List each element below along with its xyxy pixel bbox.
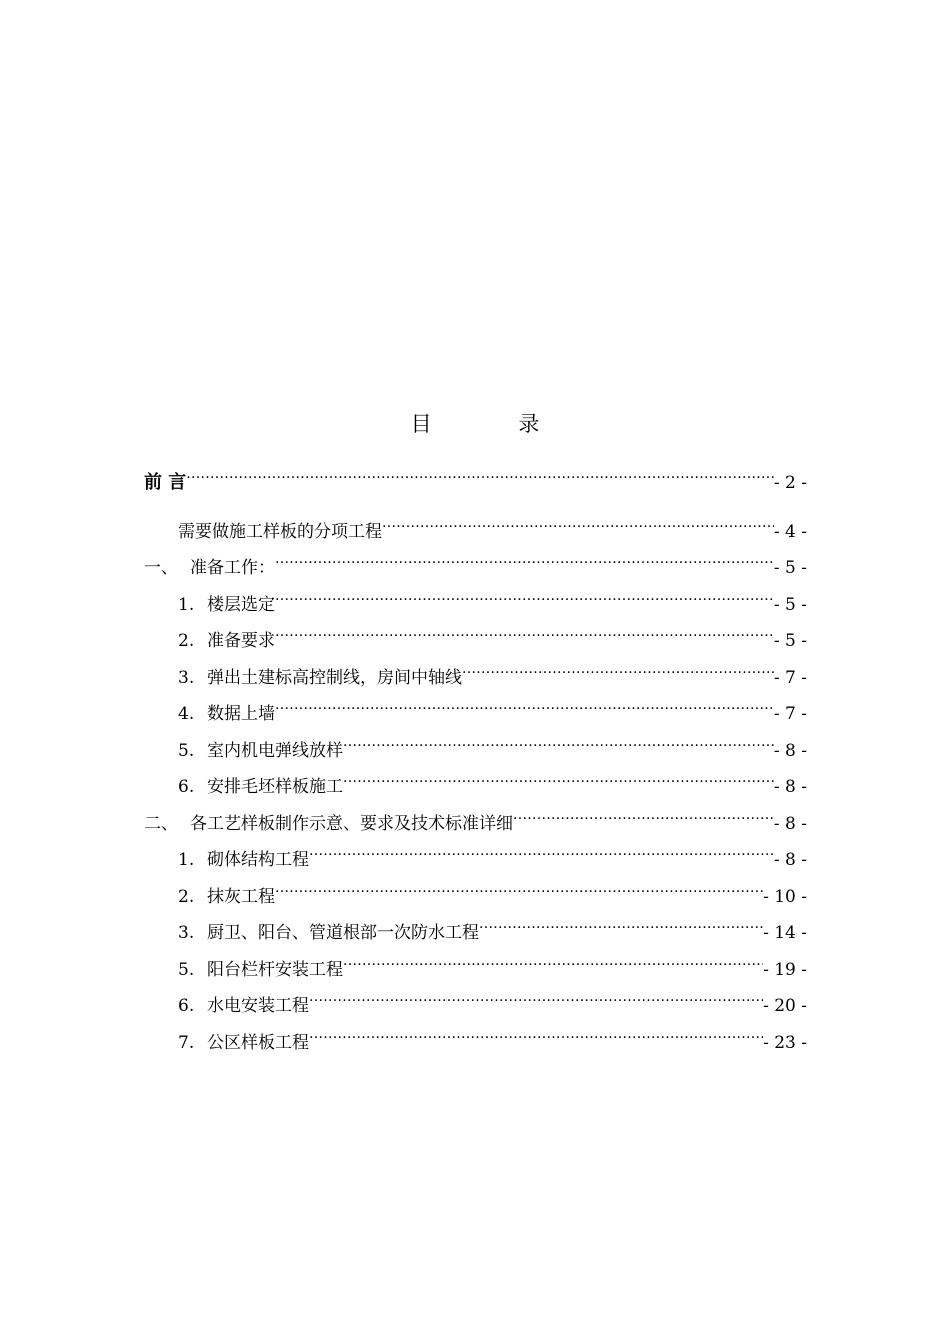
toc-entry-2-5[interactable] bbox=[144, 947, 807, 980]
toc-leader-dots bbox=[309, 983, 763, 1011]
toc-entry-page: - 4 - bbox=[773, 522, 807, 542]
toc-entry-title: 安排毛坯样板施工 bbox=[207, 777, 343, 797]
toc-entry-title: 各工艺样板制作示意、要求及技术标准详细 bbox=[190, 814, 513, 834]
toc-entry-number: 一、 bbox=[144, 558, 178, 578]
toc-entry-title: 准备工作： bbox=[190, 558, 275, 578]
toc-entry-page: - 10 - bbox=[763, 887, 807, 907]
toc-entry-page: - 14 - bbox=[763, 923, 807, 943]
toc-leader-dots bbox=[275, 545, 774, 573]
toc-entry-1-4[interactable] bbox=[144, 691, 807, 724]
toc-entry-page: - 8 - bbox=[773, 814, 807, 834]
toc-leader-dots bbox=[479, 910, 763, 938]
toc-entry-page: - 20 - bbox=[763, 996, 807, 1016]
toc-entry-number: 6. bbox=[178, 996, 195, 1016]
toc-entry-number: 5. bbox=[178, 741, 195, 761]
toc-entry-title: 厨卫、阳台、管道根部一次防水工程 bbox=[207, 923, 479, 943]
toc-entry-number: 4. bbox=[178, 704, 195, 724]
toc-leader-dots bbox=[343, 764, 774, 792]
toc-entry-1-6[interactable] bbox=[144, 764, 807, 797]
toc-leader-dots bbox=[343, 728, 774, 756]
toc-entry-2-7[interactable] bbox=[144, 1020, 807, 1053]
toc-entry-page: - 7 - bbox=[773, 668, 807, 688]
toc-leader-dots bbox=[275, 582, 774, 610]
toc-entry-title: 楼层选定 bbox=[207, 595, 275, 615]
toc-entry-page: - 8 - bbox=[773, 741, 807, 761]
toc-entry-page: - 2 - bbox=[773, 473, 807, 493]
toc-entry-number: 二、 bbox=[144, 814, 178, 834]
toc-entry-title: 前 言 bbox=[144, 472, 187, 493]
toc-entry-1-2[interactable] bbox=[144, 618, 807, 651]
toc-entry-page: - 19 - bbox=[763, 960, 807, 980]
toc-leader-dots bbox=[382, 509, 774, 537]
toc-entry-number: 3. bbox=[178, 668, 195, 688]
toc-entry-title: 抹灰工程 bbox=[207, 887, 275, 907]
toc-entry-number: 5. bbox=[178, 960, 195, 980]
toc-entry-title: 砌体结构工程 bbox=[207, 850, 309, 870]
toc-entry-title: 阳台栏杆安装工程 bbox=[207, 960, 343, 980]
toc-entry-title: 数据上墙 bbox=[207, 704, 275, 724]
toc-entry-page: - 5 - bbox=[773, 558, 807, 578]
toc-entry-chapter-2[interactable] bbox=[144, 801, 807, 834]
toc-entry-number: 6. bbox=[178, 777, 195, 797]
toc-leader-dots bbox=[275, 618, 774, 646]
toc-entry-page: - 5 - bbox=[773, 595, 807, 615]
toc-entry-title: 室内机电弹线放样 bbox=[207, 741, 343, 761]
toc-entry-number: 2. bbox=[178, 631, 195, 651]
toc-entry-page: - 23 - bbox=[763, 1033, 807, 1053]
toc-leader-dots bbox=[309, 1020, 763, 1048]
toc-entry-1-5[interactable] bbox=[144, 728, 807, 761]
toc-entry-1-1[interactable] bbox=[144, 582, 807, 615]
toc-entry-number: 1. bbox=[178, 850, 195, 870]
toc-entry-number: 1. bbox=[178, 595, 195, 615]
toc-entry-page: - 8 - bbox=[773, 777, 807, 797]
toc-entry-2-3[interactable] bbox=[144, 910, 807, 943]
toc-leader-dots bbox=[275, 691, 774, 719]
toc-entry-title: 弹出土建标高控制线，房间中轴线 bbox=[207, 668, 462, 688]
toc-leader-dots bbox=[513, 801, 774, 829]
toc-entry-page: - 7 - bbox=[773, 704, 807, 724]
toc-entry-title: 需要做施工样板的分项工程 bbox=[178, 522, 382, 542]
toc-entry-chapter-1[interactable] bbox=[144, 545, 807, 578]
toc-leader-dots bbox=[186, 460, 774, 488]
toc-entry-page: - 8 - bbox=[773, 850, 807, 870]
toc-leader-dots bbox=[309, 837, 774, 865]
toc-entry-title: 公区样板工程 bbox=[207, 1033, 309, 1053]
toc-entry-1-3[interactable] bbox=[144, 655, 807, 688]
toc-entry-2-6[interactable] bbox=[144, 983, 807, 1016]
toc-leader-dots bbox=[462, 655, 774, 683]
toc-entry-2-1[interactable] bbox=[144, 837, 807, 870]
toc-entry-preface[interactable] bbox=[144, 460, 807, 493]
toc-entry-number: 3. bbox=[178, 923, 195, 943]
toc-entry-title: 水电安装工程 bbox=[207, 996, 309, 1016]
toc-leader-dots bbox=[275, 874, 763, 902]
toc-title: 目 录 bbox=[410, 412, 580, 436]
toc-leader-dots bbox=[343, 947, 763, 975]
toc-entry-page: - 5 - bbox=[773, 631, 807, 651]
toc-entry-title: 准备要求 bbox=[207, 631, 275, 651]
toc-entry-2-2[interactable] bbox=[144, 874, 807, 907]
toc-entry-number: 7. bbox=[178, 1033, 195, 1053]
toc-entry-number: 2. bbox=[178, 887, 195, 907]
toc-entry-subitem-projects[interactable] bbox=[144, 509, 807, 542]
